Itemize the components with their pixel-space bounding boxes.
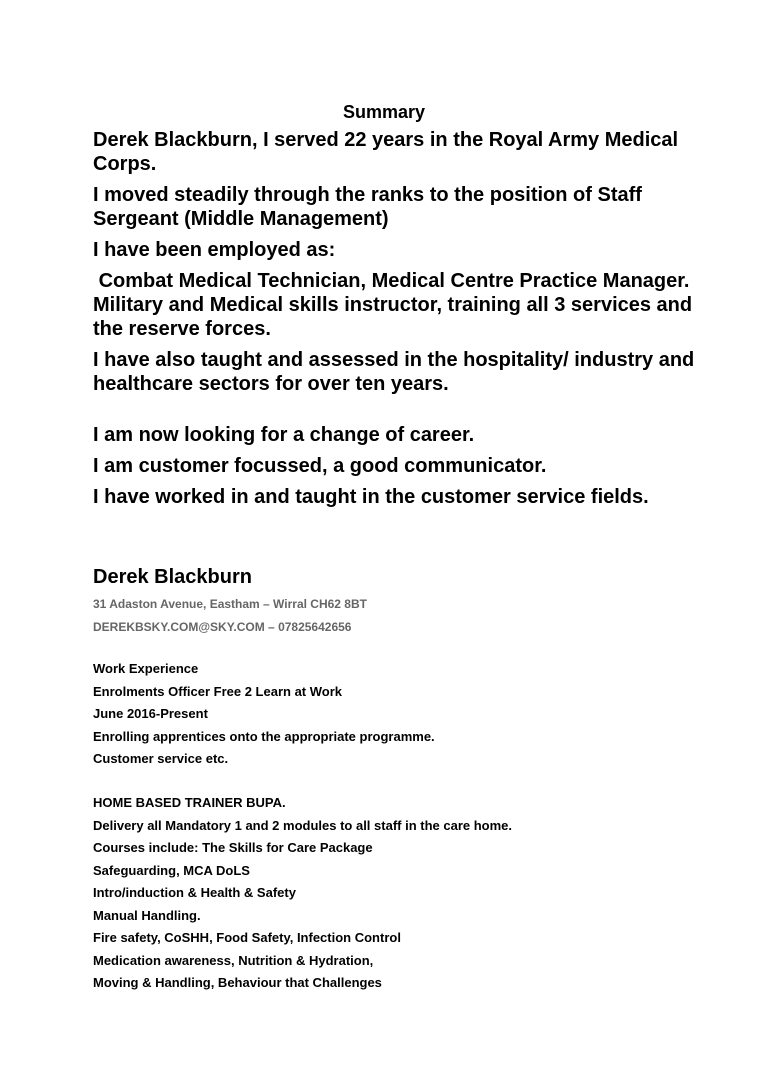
work-experience-line: Enrolling apprentices onto the appropriate programme.: [93, 728, 435, 744]
work-experience-heading: Work Experience: [93, 661, 199, 676]
summary-paragraph: Derek Blackburn, I served 22 years in the Royal Army Medical Corps.: [93, 129, 679, 175]
bupa-line: Manual Handling.: [93, 907, 201, 923]
summary-paragraph: I have worked in and taught in the customer service fields.: [93, 486, 649, 508]
contact-email-phone: DEREKBSKY.COM@SKY.COM – 07825642656: [93, 620, 352, 634]
summary-paragraph: I have been employed as:: [93, 239, 336, 261]
bupa-line: Delivery all Mandatory 1 and 2 modules to all staff in the care home.: [93, 817, 513, 833]
summary-paragraph: I have also taught and assessed in the hospitality/ industry and healthcare sectors for over ten years.: [93, 349, 695, 395]
summary-paragraph: Combat Medical Technician, Medical Centre Practice Manager. Military and Medical skills instructor, training all 3 services and the reserve forces.: [93, 270, 698, 340]
summary-paragraph: I am customer focussed, a good communicator.: [93, 455, 547, 477]
bupa-line: Courses include: The Skills for Care Package: [93, 840, 373, 855]
bupa-line: Intro/induction & Health & Safety: [93, 885, 296, 900]
summary-paragraph: I am now looking for a change of career.: [93, 424, 475, 446]
summary-paragraph: I moved steadily through the ranks to the position of Staff Sergeant (Middle Management): [93, 184, 642, 230]
bupa-line: Medication awareness, Nutrition & Hydration,: [93, 952, 374, 968]
bupa-line: Fire safety, CoSHH, Food Safety, Infection Control: [93, 930, 401, 945]
contact-name: Derek Blackburn: [93, 566, 252, 588]
work-experience-line: Customer service etc.: [93, 751, 229, 766]
work-experience-section: [93, 658, 435, 771]
work-experience-line: June 2016-Present: [93, 706, 208, 721]
bupa-heading: HOME BASED TRAINER BUPA.: [93, 795, 286, 810]
contact-address: 31 Adaston Avenue, Eastham – Wirral CH62 8BT: [93, 597, 367, 611]
summary-section: [93, 128, 723, 516]
bupa-line: Moving & Handling, Behaviour that Challenges: [93, 975, 382, 990]
bupa-line: Safeguarding, MCA DoLS: [93, 862, 250, 878]
summary-heading: Summary: [342, 102, 426, 122]
work-experience-line: Enrolments Officer Free 2 Learn at Work: [93, 683, 342, 699]
bupa-trainer-section: [93, 792, 512, 995]
